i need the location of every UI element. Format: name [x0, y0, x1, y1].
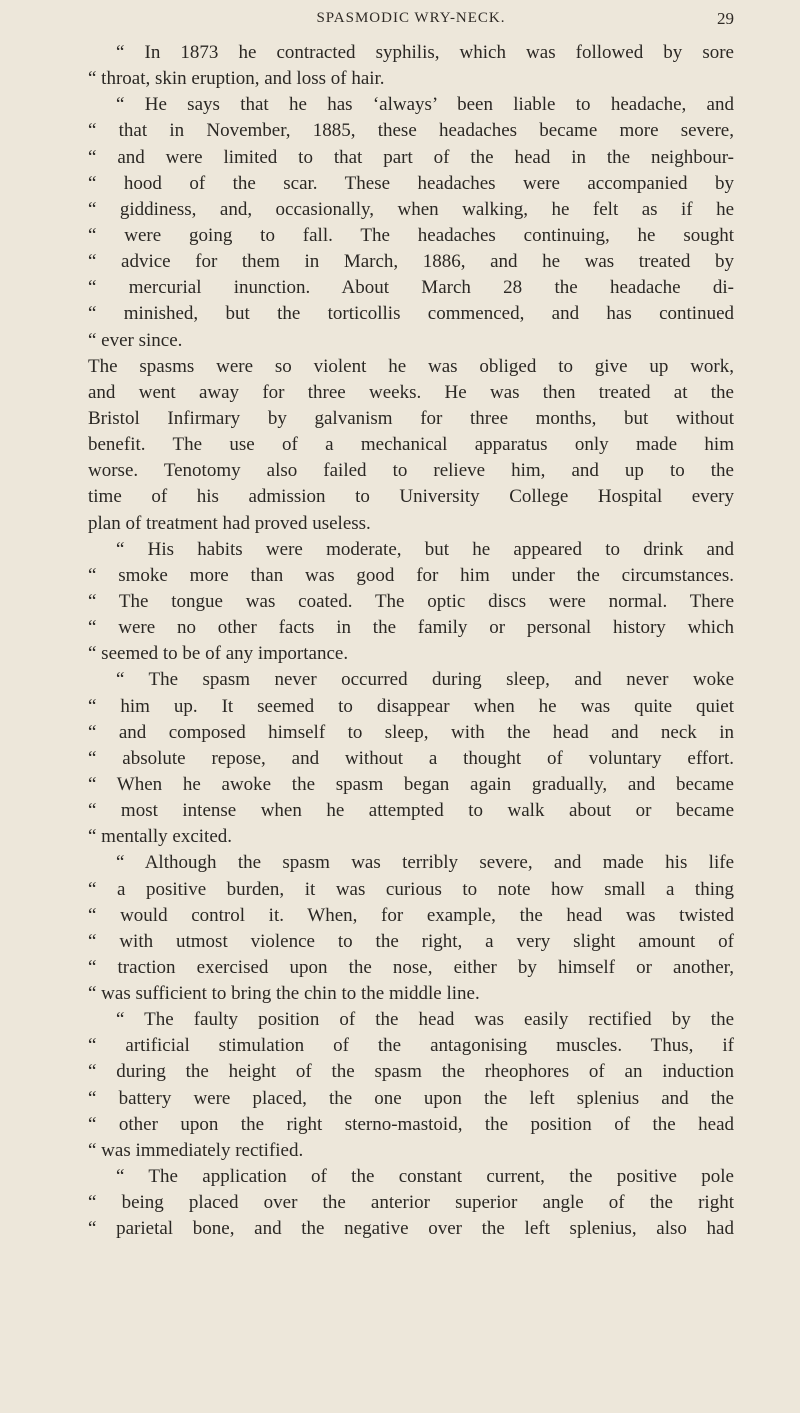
- text-line: “ In 1873 he contracted syphilis, which was followed by sore: [116, 42, 734, 63]
- text-line: “ a positive burden, it was curious to note how small a thing: [88, 878, 734, 900]
- text-line: “ him up. It seemed to disappear when he was quite quiet: [88, 695, 734, 717]
- page-number: 29: [717, 9, 734, 28]
- text-line: “ traction exercised upon the nose, either by himself or another,: [88, 956, 734, 978]
- text-line: “ He says that he has ‘always’ been liable to headache, and: [116, 94, 734, 116]
- text-line: “ battery were placed, the one upon the left splenius and the: [88, 1087, 734, 1109]
- text-line: “ with utmost violence to the right, a very slight amount of: [88, 930, 734, 952]
- text-line: “ minished, but the torticollis commenced, and has continued: [88, 303, 734, 325]
- text-line: time of his admission to University College Hospital every: [88, 486, 734, 508]
- text-line: “ and were limited to that part of the head in the neighbour-: [88, 146, 734, 168]
- text-line: “ were going to fall. The headaches continuing, he sought: [88, 224, 734, 246]
- text-line: “ His habits were moderate, but he appeared to drink and: [116, 538, 734, 560]
- text-line: “ that in November, 1885, these headaches became more severe,: [88, 120, 734, 142]
- text-line: “ giddiness, and, occasionally, when walking, he felt as if he: [88, 198, 734, 220]
- text-line: “ was sufficient to bring the chin to the middle line.: [88, 983, 480, 1005]
- text-line: “ The tongue was coated. The optic discs were normal. There: [88, 590, 734, 612]
- text-line: “ and composed himself to sleep, with the head and neck in: [88, 721, 734, 743]
- text-line: The spasms were so violent he was obliged to give up work,: [88, 355, 734, 377]
- text-line: “ hood of the scar. These headaches were accompanied by: [88, 172, 734, 194]
- text-line: “ parietal bone, and the negative over the left splenius, also had: [88, 1218, 734, 1240]
- text-line: benefit. The use of a mechanical apparatus only made him: [88, 434, 734, 456]
- text-line: “ mercurial inunction. About March 28 the headache di-: [88, 277, 734, 299]
- text-line: “ Although the spasm was terribly severe, and made his life: [116, 852, 734, 874]
- text-line: “ The application of the constant current, the positive pole: [116, 1166, 734, 1188]
- text-line: “ artificial stimulation of the antagonising muscles. Thus, if: [88, 1035, 734, 1057]
- text-line: “ mentally excited.: [88, 826, 233, 848]
- text-line: Bristol Infirmary by galvanism for three months, but without: [88, 407, 734, 429]
- text-line: and went away for three weeks. He was then treated at the: [88, 381, 734, 403]
- text-line: “ seemed to be of any importance.: [88, 643, 349, 665]
- text-line: “ ever since.: [88, 329, 183, 351]
- text-line: “ during the height of the spasm the rheophores of an induction: [88, 1061, 734, 1083]
- running-title: SPASMODIC WRY-NECK.: [316, 10, 506, 26]
- text-line: “ advice for them in March, 1886, and he was treated by: [88, 251, 734, 273]
- text-line: “ absolute repose, and without a thought of voluntary effort.: [88, 747, 734, 769]
- text-line: “ most intense when he attempted to walk about or became: [88, 800, 734, 822]
- text-line: “ throat, skin eruption, and loss of hair.: [88, 68, 385, 90]
- running-header: [88, 2, 734, 38]
- text-line: “ The faulty position of the head was easily rectified by the: [116, 1009, 734, 1031]
- body-text: [88, 40, 734, 1242]
- text-line: “ was immediately rectified.: [88, 1139, 304, 1161]
- text-line: “ smoke more than was good for him under the circumstances.: [88, 564, 734, 586]
- text-line: “ would control it. When, for example, the head was twisted: [88, 904, 734, 926]
- text-line: “ being placed over the anterior superior angle of the right: [88, 1192, 734, 1214]
- text-line: worse. Tenotomy also failed to relieve him, and up to the: [88, 460, 734, 482]
- text-line: “ The spasm never occurred during sleep, and never woke: [116, 669, 734, 691]
- text-line: “ When he awoke the spasm began again gradually, and became: [88, 773, 734, 795]
- text-line: “ were no other facts in the family or personal history which: [88, 617, 734, 639]
- text-line: plan of treatment had proved useless.: [88, 512, 371, 534]
- text-line: “ other upon the right sterno-mastoid, the position of the head: [88, 1113, 734, 1135]
